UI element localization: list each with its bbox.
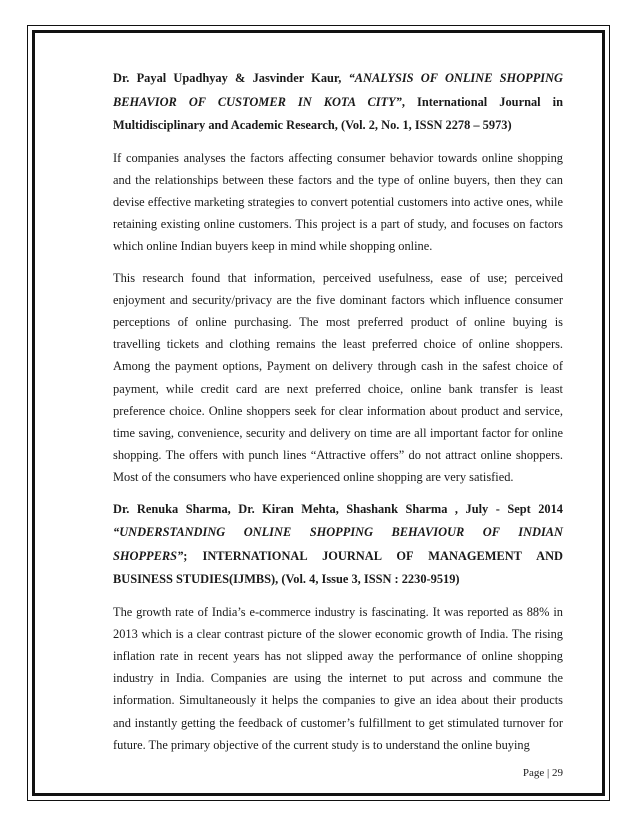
citation-source: ; INTERNATIONAL JOURNAL OF MANAGEMENT AND BUSINESS STUDIES(IJMBS), (Vol. 4, Issue 3, ISSN : 2230-9519) [113,548,563,587]
page-number: Page | 29 [522,767,563,779]
citation-source: , International Journal in Multidisciplinary and Academic Research, (Vol. 2, No. 1, ISSN 2278 – 5973) [113,94,563,132]
citation-reference [113,67,563,138]
body-paragraph: This research found that information, perceived usefulness, ease of use; perceived enjoyment and security/privacy are the five dominant factors which influence consumer perceptions of online purchasing. The most preferred product of online buying is travelling tickets and clothing remains the least preferred choice of online shoppers. Among the payment options, Payment on delivery through cash in the safest choice of payment, while credit card are next preferred choice, online bank transfer is least preference choice. Online shoppers seek for clear information about product and service, time saving, convenience, security and delivery on time are all important factor for online shopping. The offers with punch lines “Attractive offers” do not attract online shoppers. Most of the consumers who have experienced online shopping are very satisfied. [113,270,563,485]
citation-authors: Dr. Renuka Sharma, Dr. Kiran Mehta, Shashank Sharma , July - Sept 2014 [113,501,563,516]
citation-reference [113,498,563,592]
citation-title: “UNDERSTANDING ONLINE SHOPPING BEHAVIOUR OF INDIAN SHOPPERS” [113,525,563,563]
document-body [113,67,563,765]
citation-title: “ANALYSIS OF ONLINE SHOPPING BEHAVIOR OF CUSTOMER IN KOTA CITY” [113,71,563,109]
body-paragraph: If companies analyses the factors affecting consumer behavior towards online shopping and the relationships between these factors and the type of online buyers, then they can devise effective marketing strategies to convert potential customers into active ones, while retaining existing online customers. This project is a part of study, and focuses on factors which online Indian buyers keep in mind while shopping online. [113,150,563,254]
body-paragraph: The growth rate of India’s e-commerce industry is fascinating. It was reported as 88% in 2013 which is a clear contrast picture of the slower economic growth of India. The rising inflation rate in recent years has not slipped away the performance of online shopping industry in India. Companies are using the internet to put across and commune the information. Simultaneously it helps the companies to give an idea about their products and instantly getting the feedback of customer’s fulfillment to get stimulated turnover for future. The primary objective of the current study is to understand the online buying [113,604,563,752]
citation-authors: Dr. Payal Upadhyay & Jasvinder Kaur, [113,71,342,85]
